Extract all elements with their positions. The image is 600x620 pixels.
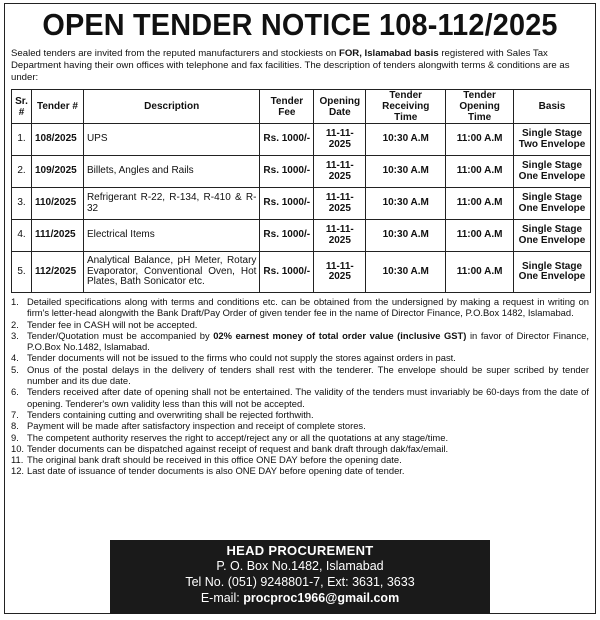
cell-sr: 5. [12, 252, 32, 293]
term-text: Payment will be made after satisfactory inspection and receipt of complete stores. [27, 420, 366, 432]
list-item [11, 443, 589, 454]
header-receiving-time: Tender Receiving Time [366, 90, 446, 124]
cell-receiving: 10:30 A.M [366, 252, 446, 293]
cell-fee: Rs. 1000/- [260, 124, 314, 156]
cell-opening: 11:00 A.M [446, 188, 514, 220]
list-item [11, 319, 589, 330]
term-text: Last date of issuance of tender documents is also ONE DAY before opening date of tender. [27, 465, 405, 477]
cell-tender: 110/2025 [31, 188, 83, 220]
list-item [11, 386, 589, 409]
notice-title: OPEN TENDER NOTICE 108-112/2025 [42, 7, 558, 42]
contact-footer [110, 540, 490, 614]
footer-email-line [110, 590, 490, 606]
list-item [11, 420, 589, 431]
term-number: 4. [11, 352, 19, 364]
cell-basis [514, 156, 591, 188]
term-text: Detailed specifications along with terms and conditions etc. can be obtained from the undersigned by making a request in writing on firm's letter-head alongwith the Bank Draft/Pay Order of given tender fee in the name of Director Finance, P.O.Box 1482, Islamabad. [27, 296, 589, 319]
basis-line2: One Envelope [518, 271, 586, 282]
intro-bold: FOR, Islamabad basis [338, 48, 439, 59]
basis-line1: Single Stage [522, 128, 583, 139]
cell-date: 11-11-2025 [314, 124, 366, 156]
header-sr: Sr. # [12, 90, 32, 124]
term-number: 7. [11, 408, 19, 420]
term-text: Tenders received after date of opening shall not be entertained. The validity of the tenders must invariably be 60-days from the date of opening. Tenderer's own validity less than this will not be accepted. [27, 386, 589, 409]
term-text: The competent authority reserves the right to accept/reject any or all the quotations at any stage/time. [27, 431, 449, 443]
cell-description: Billets, Angles and Rails [83, 156, 259, 188]
cell-receiving: 10:30 A.M [366, 188, 446, 220]
table-row [12, 124, 591, 156]
term-number: 1. [11, 296, 19, 307]
term-text-post: in favor of Director Finance, P.O.Box No.1482, Islamabad. [27, 329, 589, 353]
basis-line2: One Envelope [518, 234, 586, 246]
cell-fee: Rs. 1000/- [260, 252, 314, 293]
list-item [11, 364, 589, 387]
cell-fee: Rs. 1000/- [260, 220, 314, 252]
cell-basis [514, 188, 591, 220]
cell-tender: 109/2025 [31, 156, 83, 188]
header-fee: Tender Fee [260, 90, 314, 124]
list-item [11, 330, 589, 353]
list-item [11, 409, 589, 420]
term-number: 12. [11, 465, 25, 477]
table-row [12, 188, 591, 220]
term-text: Tenders containing cutting and overwriting shall be rejected forthwith. [27, 408, 314, 420]
term-number: 10. [11, 442, 25, 454]
list-item [11, 465, 589, 476]
cell-tender: 112/2025 [31, 252, 83, 293]
footer-address: P. O. Box No.1482, Islamabad [216, 559, 384, 573]
footer-heading: HEAD PROCUREMENT [226, 543, 374, 558]
basis-line2: Two Envelope [518, 138, 586, 150]
cell-fee: Rs. 1000/- [260, 188, 314, 220]
cell-opening: 11:00 A.M [446, 252, 514, 293]
cell-basis [514, 252, 591, 293]
term-number: 11. [11, 454, 24, 466]
cell-tender: 111/2025 [31, 220, 83, 252]
term-text-bold: 02% earnest money of total order value (inclusive GST) [213, 329, 467, 341]
term-text: Onus of the postal delays in the delivery of tenders shall rest with the tenderer. The envelope should be super scribed by tender number and its due date. [27, 363, 589, 387]
list-item [11, 432, 589, 443]
cell-description: UPS [83, 124, 259, 156]
intro-text-1: Sealed tenders are invited from the reputed manufacturers and stockiests on [11, 48, 339, 59]
cell-description: Analytical Balance, pH Meter, Rotary Evaporator, Conventional Oven, Hot Plates, Bath Sonicator etc. [83, 252, 259, 293]
cell-sr: 3. [12, 188, 32, 220]
cell-basis [514, 220, 591, 252]
term-text: Tender documents will not be issued to the firms who could not supply the stores against orders in past. [27, 352, 456, 364]
header-basis: Basis [514, 90, 591, 124]
term-text: Tender documents can be dispatched against receipt of request and bank draft through dak/fax/email. [27, 442, 449, 454]
cell-receiving: 10:30 A.M [366, 124, 446, 156]
header-tender: Tender # [31, 90, 83, 124]
basis-line1: Single Stage [522, 192, 583, 203]
cell-tender: 108/2025 [31, 124, 83, 156]
cell-date: 11-11-2025 [314, 252, 366, 293]
term-number: 6. [11, 386, 19, 398]
term-number: 9. [11, 431, 19, 443]
basis-line1: Single Stage [522, 160, 583, 171]
intro-text-2: registered with Sales Tax Department having their own offices with telephone and fax facilities. The description of tenders alongwith terms & conditions are as under: [11, 48, 570, 83]
term-number: 3. [11, 329, 19, 341]
cell-sr: 2. [12, 156, 32, 188]
table-header-row [12, 90, 591, 124]
cell-receiving: 10:30 A.M [366, 220, 446, 252]
basis-line1: Single Stage [522, 224, 583, 235]
cell-basis [514, 124, 591, 156]
cell-opening: 11:00 A.M [446, 156, 514, 188]
cell-description: Electrical Items [83, 220, 259, 252]
tender-notice [4, 3, 596, 614]
tender-table [11, 89, 591, 293]
table-row [12, 156, 591, 188]
cell-description: Refrigerant R-22, R-134, R-410 & R-32 [83, 188, 259, 220]
header-opening-date: Opening Date [314, 90, 366, 124]
basis-line2: One Envelope [518, 170, 586, 182]
basis-line2: One Envelope [518, 202, 586, 214]
header-description: Description [83, 90, 259, 124]
intro-paragraph [11, 48, 589, 84]
term-number: 5. [11, 363, 19, 375]
cell-sr: 1. [12, 124, 32, 156]
cell-receiving: 10:30 A.M [366, 156, 446, 188]
list-item [11, 296, 589, 319]
term-text: Tender fee in CASH will not be accepted. [27, 318, 198, 330]
table-row [12, 220, 591, 252]
email-label: E-mail: [200, 591, 244, 605]
footer-phone: Tel No. (051) 9248801-7, Ext: 3631, 3633 [185, 575, 415, 589]
term-text-pre: Tender/Quotation must be accompanied by [27, 329, 214, 341]
term-number: 2. [11, 318, 19, 330]
cell-date: 11-11-2025 [314, 188, 366, 220]
term-text [27, 330, 589, 353]
email-address[interactable]: procproc1966@gmail.com [243, 591, 400, 605]
terms-list [11, 296, 589, 477]
term-number: 8. [11, 420, 19, 432]
cell-date: 11-11-2025 [314, 220, 366, 252]
table-row [12, 252, 591, 293]
cell-fee: Rs. 1000/- [260, 156, 314, 188]
cell-opening: 11:00 A.M [446, 124, 514, 156]
cell-date: 11-11-2025 [314, 156, 366, 188]
list-item [11, 352, 589, 363]
basis-line1: Single Stage [522, 260, 583, 272]
term-text: The original bank draft should be received in this office ONE DAY before the opening date. [27, 454, 402, 466]
cell-opening: 11:00 A.M [446, 220, 514, 252]
list-item [11, 454, 589, 465]
header-opening-time: Tender Opening Time [446, 90, 514, 124]
cell-sr: 4. [12, 220, 32, 252]
